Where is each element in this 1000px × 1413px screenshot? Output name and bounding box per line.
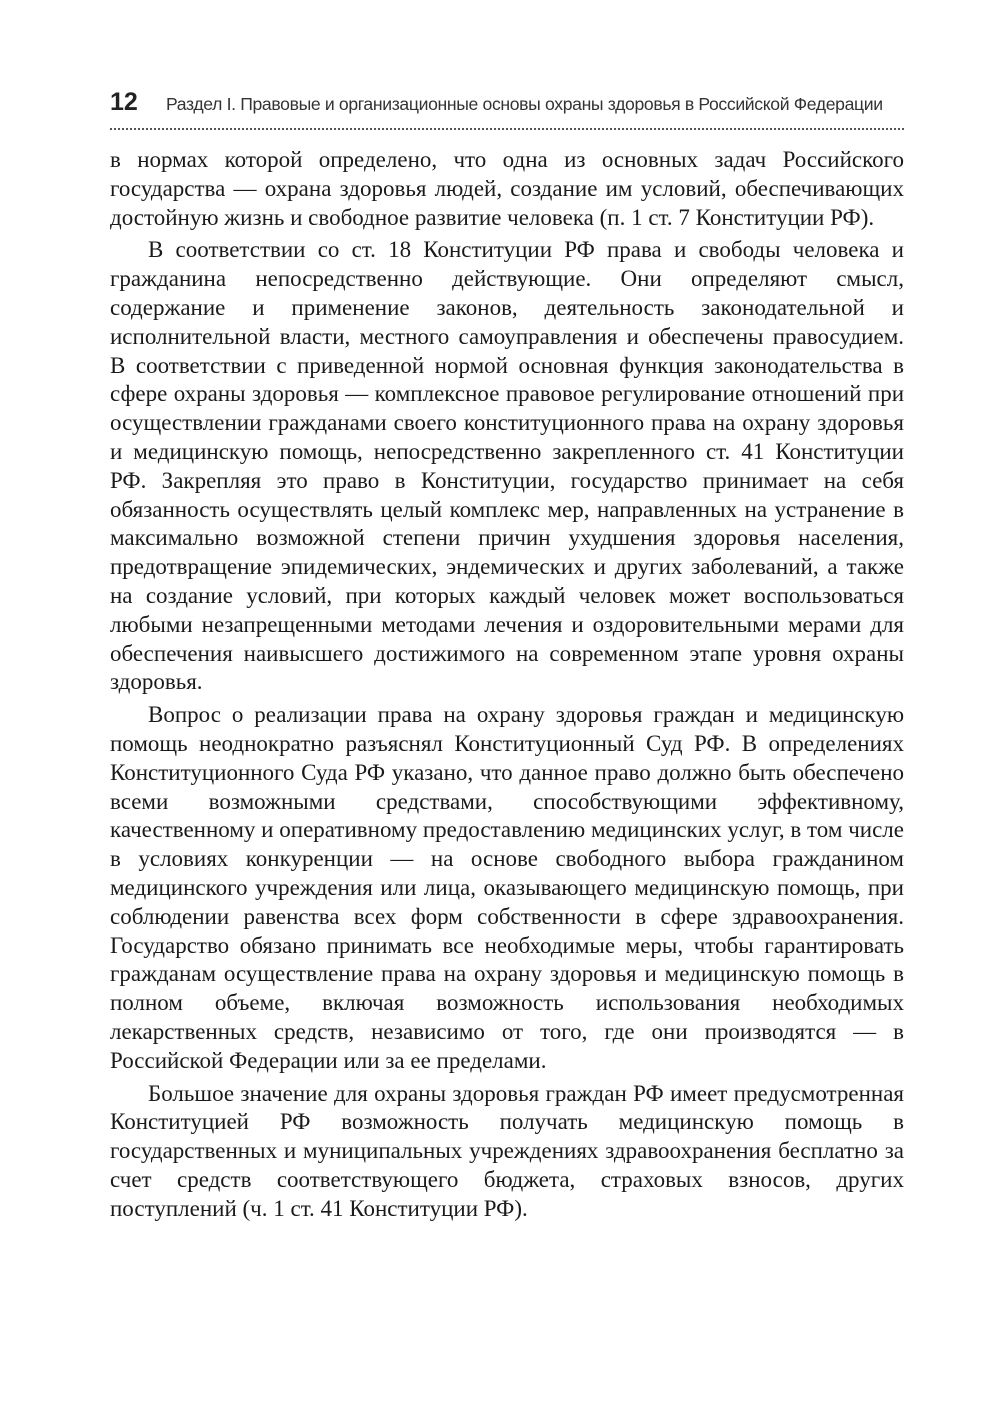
page-number: 12: [110, 88, 138, 116]
body-text: [110, 146, 904, 1223]
running-header: [110, 88, 904, 124]
paragraph: в нормах которой определено, что одна из основных задач Российского государства — охрана здоровья людей, создание им условий, обеспечивающих достойную жизнь и свободное развитие человека (п. 1 ст. 7 Конституции РФ).: [110, 147, 904, 230]
paragraph: В соответствии со ст. 18 Конституции РФ права и свободы человека и гражданина непосредственно действующие. Они определяют смысл, содержание и применение законов, деятельность законодательной и исполнительной власти, местного самоуправления и обеспечены правосудием. В соответствии с приведенной нормой основная функция законодательства в сфере охраны здоровья — комплексное правовое регулирование отношений при осуществлении гражданами своего конституционного права на охрану здоровья и медицинскую помощь, непосредственно закрепленного ст. 41 Конституции РФ. Закрепляя это право в Конституции, государство принимает на себя обязанность осуществлять целый комплекс мер, направленных на устранение в максимально возможной степени причин ухудшения здоровья населения, предотвращение эпидемических, эндемических и других заболеваний, а также на создание условий, при которых каждый человек может воспользоваться любыми незапрещенными методами лечения и оздоровительными мерами для обеспечения наивысшего достижимого на современном этапе уровня охраны здоровья.: [110, 237, 904, 695]
dotted-rule: [110, 128, 904, 130]
paragraph: Большое значение для охраны здоровья граждан РФ имеет предусмотренная Конституцией РФ возможность получать медицинскую помощь в государственных и муниципальных учреждениях здравоохранения бесплатно за счет средств соответствующего бюджета, страховых взносов, других поступлений (ч. 1 ст. 41 Конституции РФ).: [110, 1080, 904, 1221]
book-page: [110, 88, 904, 1223]
paragraph: Вопрос о реализации права на охрану здоровья граждан и медицинскую помощь неоднократно разъяснял Конституционный Суд РФ. В определениях Конституционного Суда РФ указано, что данное право должно быть обеспечено всеми возможными средствами, способствующими эффективному, качественному и оперативному предоставлению медицинских услуг, в том числе в условиях конкуренции — на основе свободного выбора гражданином медицинского учреждения или лица, оказывающего медицинскую помощь, при соблюдении равенства всех форм собственности в сфере здравоохранения. Государство обязано принимать все необходимые меры, чтобы гарантировать гражданам осуществление права на охрану здоровья и медицинскую помощь в полном объеме, включая возможность использования необходимых лекарственных средств, независимо от того, где они производятся — в Российской Федерации или за ее пределами.: [110, 702, 904, 1073]
running-header-title: Раздел I. Правовые и организационные основы охраны здоровья в Российской Федерации: [166, 94, 883, 114]
